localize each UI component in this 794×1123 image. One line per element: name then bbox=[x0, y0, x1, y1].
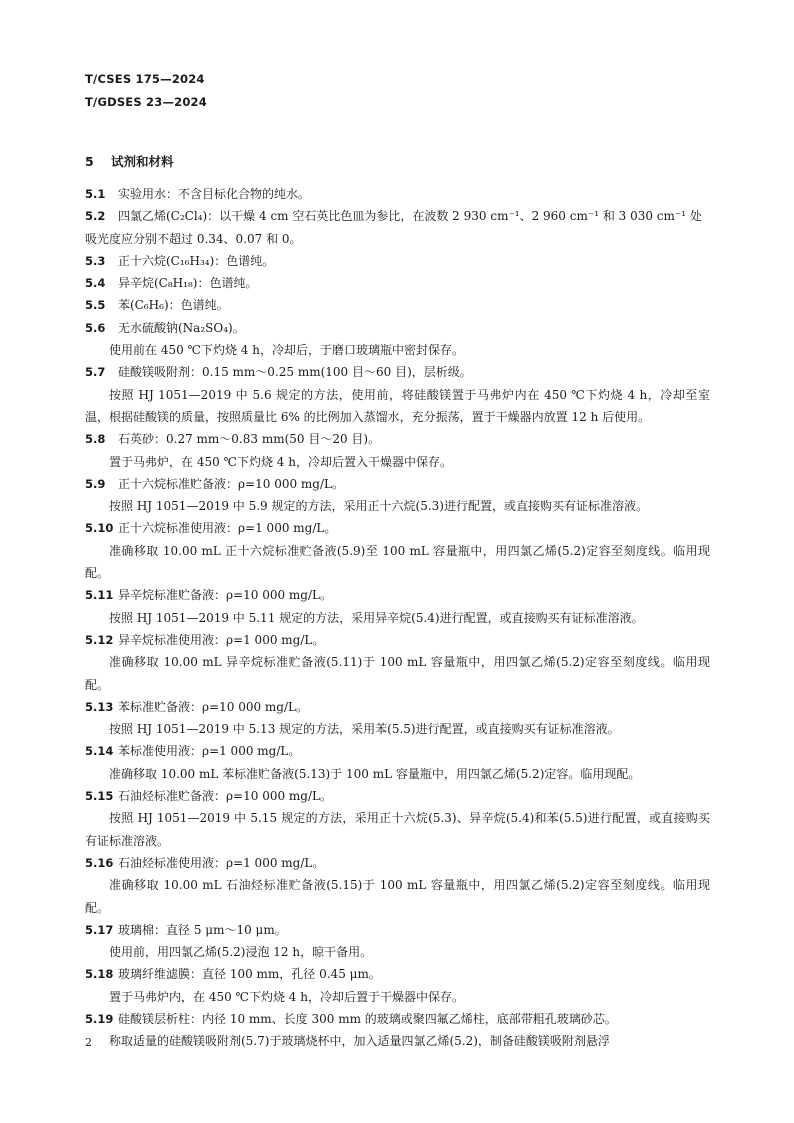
clause-number: 5.15 bbox=[85, 789, 114, 804]
clause-paragraph: 置于马弗炉，在 450 ℃下灼烧 4 h，冷却后置入干燥器中保存。 bbox=[109, 454, 452, 469]
clause-text: 硅酸镁层析柱：内径 10 mm、长度 300 mm 的玻璃或聚四氟乙烯柱，底部带粗孔玻璃砂芯。 bbox=[118, 1011, 617, 1026]
clause-text: 正十六烷(C₁₆H₃₄)：色谱纯。 bbox=[118, 253, 275, 268]
clause-paragraph: 按照 HJ 1051—2019 中 5.11 规定的方法，采用异辛烷(5.4)进行配置，或直接购买有证标准溶液。 bbox=[109, 610, 644, 625]
clause-number: 5.9 bbox=[85, 476, 106, 491]
clause-number: 5.3 bbox=[85, 253, 106, 268]
clause-text: 石英砂：0.27 mm～0.83 mm(50 目～20 目)。 bbox=[118, 432, 381, 447]
clause-5-15 bbox=[85, 785, 710, 807]
clause-paragraph: 置于马弗炉内，在 450 ℃下灼烧 4 h，冷却后置于干燥器中保存。 bbox=[109, 989, 464, 1004]
clause-number: 5.4 bbox=[85, 276, 106, 291]
clause-text: 苯标准贮备液：ρ=10 000 mg/L。 bbox=[118, 699, 308, 714]
clause-5-4 bbox=[85, 272, 710, 294]
clause-text: 苯标准使用液：ρ=1 000 mg/L。 bbox=[118, 744, 301, 759]
clause-5-1 bbox=[85, 183, 710, 205]
clause-paragraph: 按照 HJ 1051—2019 中 5.15 规定的方法，采用正十六烷(5.3)、异辛烷(5.4)和苯(5.5)进行配置，或直接购买有证标准溶液。 bbox=[85, 811, 710, 848]
clause-paragraph: 准确移取 10.00 mL 石油烃标准贮备液(5.15)于 100 mL 容量瓶中，用四氯乙烯(5.2)定容至刻度线。临用现配。 bbox=[85, 878, 710, 915]
clause-paragraph: 按照 HJ 1051—2019 中 5.9 规定的方法，采用正十六烷(5.3)进行配置，或直接购买有证标准溶液。 bbox=[109, 499, 648, 514]
clause-number: 5.8 bbox=[85, 432, 106, 447]
clause-paragraph: 准确移取 10.00 mL 异辛烷标准贮备液(5.11)于 100 mL 容量瓶中，用四氯乙烯(5.2)定容至刻度线。临用现配。 bbox=[85, 655, 710, 692]
clause-number: 5.11 bbox=[85, 588, 114, 603]
clause-number: 5.13 bbox=[85, 699, 114, 714]
clause-number: 5.19 bbox=[85, 1011, 114, 1026]
clause-paragraph: 称取适量的硅酸镁吸附剂(5.7)于玻璃烧杯中，加入适量四氯乙烯(5.2)，制备硅酸镁吸附剂悬浮 bbox=[109, 1034, 610, 1049]
clause-number: 5.18 bbox=[85, 967, 114, 982]
clause-number: 5.5 bbox=[85, 298, 106, 313]
standard-number-cses: T/CSES 175—2024 bbox=[85, 72, 205, 86]
clause-number: 5.6 bbox=[85, 320, 106, 335]
clause-number: 5.12 bbox=[85, 632, 114, 647]
clause-text: 石油烃标准使用液：ρ=1 000 mg/L。 bbox=[118, 855, 325, 870]
clause-text: 玻璃棉：直径 5 μm～10 μm。 bbox=[118, 922, 287, 937]
clause-paragraph: 使用前在 450 ℃下灼烧 4 h，冷却后，于磨口玻璃瓶中密封保存。 bbox=[109, 343, 464, 358]
clause-text: 无水硫酸钠(Na₂SO₄)。 bbox=[118, 320, 245, 335]
clause-5-5 bbox=[85, 294, 710, 316]
clause-5-18 bbox=[85, 963, 710, 985]
clause-number: 5.16 bbox=[85, 855, 114, 870]
page-number: 2 bbox=[85, 1036, 92, 1049]
clause-text: 异辛烷标准贮备液：ρ=10 000 mg/L。 bbox=[118, 588, 332, 603]
clause-5-6 bbox=[85, 317, 710, 339]
clause-paragraph: 使用前，用四氯乙烯(5.2)浸泡 12 h，晾干备用。 bbox=[109, 945, 373, 960]
clause-number: 5.2 bbox=[85, 209, 106, 224]
clause-5-9 bbox=[85, 473, 710, 495]
section-heading bbox=[85, 152, 174, 170]
clause-paragraph: 按照 HJ 1051—2019 中 5.6 规定的方法，使用前，将硅酸镁置于马弗炉内在 450 ℃下灼烧 4 h，冷却至室温，根据硅酸镁的质量，按照质量比 6% 的比例加入蒸馏水，充分振荡，置于干燥器内放置 12 h 后使用。 bbox=[85, 387, 710, 424]
clause-5-8 bbox=[85, 428, 710, 450]
clause-text: 石油烃标准贮备液：ρ=10 000 mg/L。 bbox=[118, 789, 332, 804]
clause-5-7 bbox=[85, 361, 710, 383]
clause-5-10 bbox=[85, 517, 710, 539]
clause-number: 5.1 bbox=[85, 187, 106, 201]
clause-5-14 bbox=[85, 740, 710, 762]
clause-text: 硅酸镁吸附剂：0.15 mm～0.25 mm(100 目～60 目)，层析级。 bbox=[118, 365, 472, 380]
clause-number: 5.14 bbox=[85, 744, 114, 759]
clause-5-3 bbox=[85, 250, 710, 272]
clause-paragraph: 按照 HJ 1051—2019 中 5.13 规定的方法，采用苯(5.5)进行配置，或直接购买有证标准溶液。 bbox=[109, 722, 620, 737]
clause-5-2 bbox=[85, 205, 710, 250]
clause-paragraph: 准确移取 10.00 mL 正十六烷标准贮备液(5.9)至 100 mL 容量瓶中，用四氯乙烯(5.2)定容至刻度线。临用现配。 bbox=[85, 543, 710, 581]
clause-paragraph: 准确移取 10.00 mL 苯标准贮备液(5.13)于 100 mL 容量瓶中，用四氯乙烯(5.2)定容。临用现配。 bbox=[109, 766, 641, 781]
clause-5-17 bbox=[85, 919, 710, 941]
clause-number: 5.10 bbox=[85, 521, 114, 536]
clause-5-12 bbox=[85, 629, 710, 651]
clause-text: 苯(C₆H₆)：色谱纯。 bbox=[118, 298, 229, 313]
clause-number: 5.7 bbox=[85, 365, 106, 380]
clause-text: 玻璃纤维滤膜：直径 100 mm，孔径 0.45 μm。 bbox=[118, 967, 381, 982]
clause-text: 实验用水：不含目标化合物的纯水。 bbox=[118, 187, 311, 201]
section-title: 试剂和材料 bbox=[111, 154, 174, 169]
clause-5-13 bbox=[85, 696, 710, 718]
clause-number: 5.17 bbox=[85, 922, 114, 937]
section-body bbox=[85, 183, 710, 1053]
section-number: 5 bbox=[85, 154, 94, 169]
clause-text: 异辛烷(C₈H₁₈)：色谱纯。 bbox=[118, 276, 258, 291]
clause-text: 正十六烷标准贮备液：ρ=10 000 mg/L。 bbox=[118, 476, 344, 491]
standard-number-gdses: T/GDSES 23—2024 bbox=[85, 95, 207, 109]
clause-text: 正十六烷标准使用液：ρ=1 000 mg/L。 bbox=[118, 521, 337, 536]
clause-5-19 bbox=[85, 1008, 710, 1030]
clause-5-11 bbox=[85, 584, 710, 606]
clause-text: 异辛烷标准使用液：ρ=1 000 mg/L。 bbox=[118, 632, 325, 647]
clause-5-16 bbox=[85, 852, 710, 874]
clause-text: 四氯乙烯(C₂Cl₄)：以干燥 4 cm 空石英比色皿为参比，在波数 2 930 cm⁻¹、2 960 cm⁻¹ 和 3 030 cm⁻¹ 处吸光度应分别不超过 0.34、0.07 和 0。 bbox=[85, 209, 702, 246]
